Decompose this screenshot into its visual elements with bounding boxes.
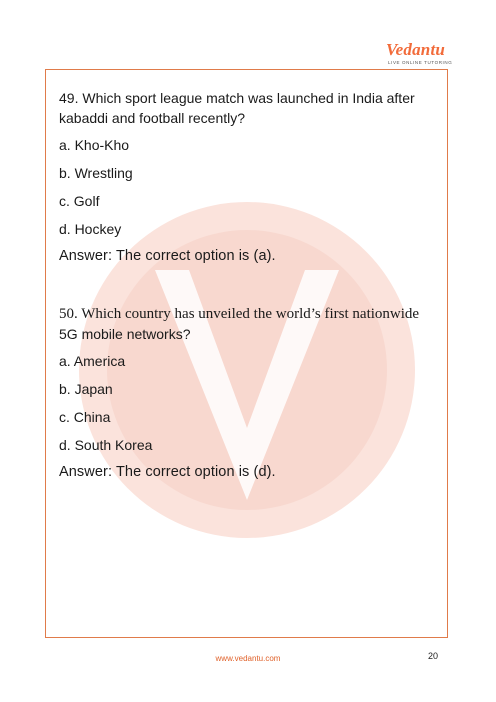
question-50-text-line1: 50. Which country has unveiled the world’s first nationwide	[59, 306, 420, 322]
q50-option-a: a. America	[59, 353, 126, 369]
q50-answer: Answer: The correct option is (d).	[59, 464, 276, 480]
q49-option-c: c. Golf	[59, 193, 100, 209]
vedantu-logo	[386, 40, 456, 68]
page-number: 20	[428, 651, 439, 661]
q50-option-d: d. South Korea	[59, 437, 153, 453]
logo-wordmark: Vedantu	[386, 40, 446, 59]
q49-option-a: a. Kho-Kho	[59, 137, 130, 153]
question-49-text: 49. Which sport league match was launched in India after kabaddi and football recently?	[59, 90, 415, 126]
logo-tagline: LIVE ONLINE TUTORING	[388, 60, 453, 65]
q49-option-d: d. Hockey	[59, 221, 122, 237]
footer-url-link[interactable]: www.vedantu.com	[215, 654, 281, 663]
q49-option-b: b. Wrestling	[59, 165, 133, 181]
question-50-text-line2: 5G mobile networks?	[59, 326, 191, 342]
q49-answer: Answer: The correct option is (a).	[59, 248, 276, 264]
q50-option-b: b. Japan	[59, 381, 113, 397]
q50-option-c: c. China	[59, 409, 111, 425]
